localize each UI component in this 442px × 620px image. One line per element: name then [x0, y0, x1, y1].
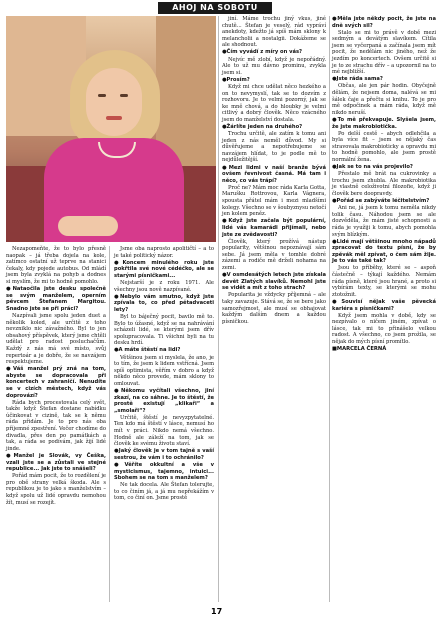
interview-question: ● Čím vyvádí z míry on vás? — [222, 49, 326, 56]
paragraph: Nejstarší je z roku 1971. Ale všechny jsou nově nazpívané. — [114, 279, 214, 293]
paragraph: Když jsem mohla v době, kdy se nezpívalo o ničem jiném, zpívat o lásce, tak mi to přinášelo velkou radost. A všechno, co jsem prožila, se nějak do mých písní promítlo. — [332, 312, 436, 345]
interview-question: ● Lidé mají většinou mnoho nápadů zpracovat do textu písní, že by zpěvák měl zpívat, o čem sám žije. Je to vás také tak? — [332, 239, 436, 265]
interview-question: ● Jak se to na vás projevilo? — [332, 164, 436, 171]
interview-question: ● Manžel je Slovák, vy Češka, vzali jste se a zůstali ve stejné republice... Jak jste to snášeli? — [6, 453, 106, 473]
author-signature: ■ MARCELA ČERNÁ — [332, 346, 436, 353]
interview-question: ● V osmdesátých letech jste získala devět Zlatých slavíků. Nemohl jste se vidět a mít z toho strach? — [222, 272, 326, 292]
paragraph: Stalo se mi to právě v době mezi sedmým a devátým slavíkem. Cítila jsem se vyčerpaná a začínala jsem mít pocit, že nedělám nic jiného, než že jezdím po koncertech. Ovšem určitě si je to ze strachu dřív – a upozornil na to mé nejbližší. — [332, 29, 436, 76]
paragraph: Nezapomeňte, že to bylo přesně naopak – já třeba dojela na kole, zatímco ostatní už teprve na stanici čekaly, kdy pojede autobus. Od mládí jsem byla zvyklá na pohyb a dodnes si myslím, že mi to hodně pomohlo. — [6, 246, 106, 285]
interview-question: ● Někomu vyčítali všechno, jiní zkazí, na co sáhne. Je to štěstí, že prostě existují „klikaři“ a „smolaři“? — [114, 388, 214, 414]
paragraph: Po delší cestě – abych odlehčila a byla více fit – jsem se nějaký čas stravovala makrobioticky a opravdu mi to hodně pomohlo, ale jsem prostě normální žena. — [332, 130, 436, 163]
interview-question: ● Měla jste někdy pocit, že jste na dně svých sil? — [332, 16, 436, 29]
paragraph: Když mi chce udělat něco hezkého a on to nevymyslí, tak se to dozvím z rozhovoru. Je to velmi pozorný, jak se ke mně chová, a do hloubky je velmi citlivý a dobrý člověk. Něco vzácného jsem do manželství dostala. — [222, 83, 326, 123]
paragraph: Jsme oba naprosto apolitičtí – a to je také politický názor. — [114, 246, 214, 259]
paragraph: Byl to báječný pocit, bavilo mě to. Bylo to úžasné, když se na nahrávání scházeli lidé, se kterými jsem dřív spolupracovala. Ti všichni byli na tu desku hrdí. — [114, 313, 214, 347]
paragraph: Proč ne? Mám moc ráda Karla Gotta, Marušku Rottrovou, Karla Vágnera, spousta přátel mám i mezi mladšími kolegy. Všechno se v šoubyznysu netočí jen kolem peněz. — [222, 184, 326, 218]
interview-question: ● Mezi lidmi v naší branže bývá ovšem řevnivost časná. Má tam i něco, co vás trápí? — [222, 165, 326, 185]
portrait-photo — [6, 16, 216, 242]
interview-question: ● Pořád se zabýváte léčitelstvím? — [332, 198, 436, 205]
paragraph: Přestalo mě brát na cukrovinky a trochu jsem zhubla. Ale makrobiotika je vlastně celoživotní filozofie, když ji člověk bere doopravdy. — [332, 171, 436, 197]
paragraph: Pořád mám pocit, že to rozdělení je pro obě strany velká škoda. Ale s republikou je to jako s manželstvím – když spolu už lidé opravdu nemohou žít, musí se rozejít. — [6, 473, 106, 506]
page-number: 17 — [211, 607, 223, 616]
article-column-1 — [6, 246, 106, 507]
paragraph: Ani ne, já jsem k tomu neměla nikdy tolik času. Náhodou jsem se ale dozvěděla, že mám jisté schopnosti a ráda je využiji k tomu, abych pomohla svým blízkým. — [332, 205, 436, 238]
interview-question: ● Souvisí nějak vaše pěvecká kariéra s písničkami? — [332, 299, 436, 312]
section-header: AHOJ NA SOBOTU — [158, 2, 272, 14]
interview-question: ● Váš manžel prý zná na tom, abyste se dopracovala při koncertech v zahraničí. Nenudíte se v cizích městech, když vás doprovází? — [6, 366, 106, 399]
paragraph: Jsou to příběhy, které se – aspoň částečně – týkají každého. Nemám ráda písně, které jsou hrané, a proto si vybírám texty, se kterými se mohu ztotožnit. — [332, 265, 436, 298]
interview-question: ● Prosím? — [222, 77, 326, 84]
interview-question: ● A máte štěstí na lidi? — [114, 347, 214, 354]
article-column-3 — [222, 16, 326, 326]
paragraph: Nazpívali jsme spolu jeden duet a několik koled, ale určitě z toho nevzniklo nic závažného. Byl to jen obsahový příspěvek, který jsme chtěli udělat pro radost posluchačům. Každý z nás má své místo, svůj repertoár a je dobře, že se navzájem respektujeme. — [6, 312, 106, 366]
article-column-4 — [332, 16, 436, 353]
interview-question: ● Nataočila jste desku společně se svým manželem, operním pěvcem Štefanem Margitou. Snadno jste se při práci? — [6, 286, 106, 312]
paragraph: Většinou jsem si myslela, že ano, je to tím, že jsem k lidem vstřícná. Jsem spíš optimista, věřím v dobro a když někdo něco provede, mám sklony to omlouvat. — [114, 354, 214, 387]
paragraph: Občas, ale jen pár hodin. Obyčejně dělám, že nejsem doma, nalévá se mi šálek čaje a přečtu si knihu. To je pro mě odpočinek a mám ráda, když mě nikdo neruší. — [332, 83, 436, 116]
interview-question: ● Věříte okkultní a vše v mysticismus, tajemno, intuici... Sbohem se na tom s manželem? — [114, 462, 214, 482]
interview-question: ● Koncem minulého roku jste pokřtila své nové cédéčko, ale se starými písničkami... — [114, 260, 214, 280]
interview-question: ● Žárlíte jeden na druhého? — [222, 124, 326, 131]
paragraph: Ráda bych procestovala celý svět, takže když Štefan dostane nabídku účinkovat v cizině, tak se k němu ráda přidám. Je to pro nás oba příjemné zpestření. Večer chodíme do divadla, přes den po památkách a tak, a ráda se podívám, jak žijí lidé jinde. — [6, 399, 106, 452]
interview-question: ● Jaký člověk je v tom tajně s vaší sestrou, že vám i to ochránilo? — [114, 448, 214, 461]
interview-question: ● Když jste začala být populární, lidé vás kamarádi přijímali, nebo jste ze zvědavosti? — [222, 218, 326, 238]
paragraph: jiní. Máme trochu jiný vkus, jiné chutě... Štefan je veselý, rád vypráví anekdoty, kdežto já spíš mám sklony k melancholii a nostalgii. Dokážeme se ale shodnout. — [222, 16, 326, 49]
paragraph: Ne tak docela. Ale Štefan tolerujte, to co činím já, a já mu nepřekážím v tom, co činí on. Jsme prostě — [114, 482, 214, 502]
paragraph: Popularita je vždycky příjemná – ale taky zavazuje. Stává se, že se bere jako samozřejmost, ale musí se obhajovat každým dalším dnem a každou písničkou. — [222, 292, 326, 325]
paragraph: Trochu určitě, ale zatím k tomu ani jeden z nás neměl důvod. My si důvěřujeme a nepotřebujeme se navzájem hlídat, to je podle mě to nejdůležitější. — [222, 131, 326, 164]
paragraph: Nejvíc mě zlobí, když je nepořádný. Ale to už mu dávno prominu, zvykla jsem si. — [222, 56, 326, 76]
article-column-2 — [114, 246, 214, 503]
interview-question: ● Jste ráda sama? — [332, 76, 436, 83]
paragraph: Určitě, štěstí je nevyzpytatelné. Ten kdo má štěstí v lásce, nemusí ho mít v práci. Nikdo nemá všechno. Hodně ale záleží na tom, jak se člověk ke svému životu staví. — [114, 414, 214, 448]
interview-question: ● Nebylo vám smutno, když jste zpívala to, co před pětadvaceti lety? — [114, 294, 214, 314]
paragraph: Člověk, který prožívá nástup popularity, většinou nepoznávají sám sebe. Já jsem měla v tomhle dobré zázemí a rodiče mě drželi nohama na zemi. — [222, 238, 326, 271]
interview-question: ● To mě překvapuje. Slyšela jsem, že jste makrobiotička. — [332, 117, 436, 130]
